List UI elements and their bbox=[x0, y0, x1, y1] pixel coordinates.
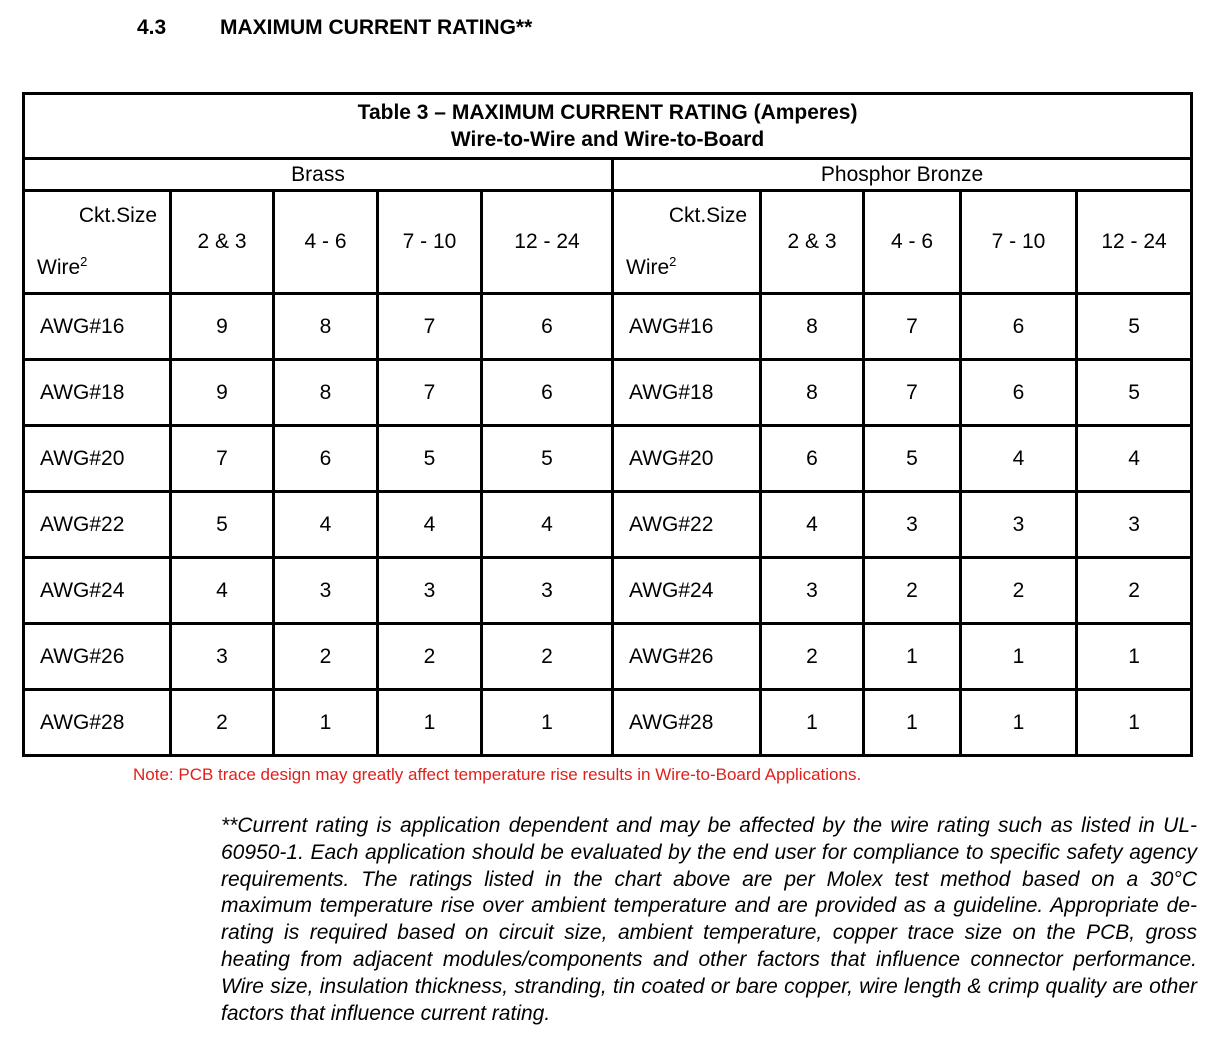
brass-rating-cell: 4 bbox=[482, 492, 613, 558]
brass-rating-cell: 5 bbox=[171, 492, 274, 558]
table-row bbox=[24, 624, 1192, 690]
wire-gauge-cell: AWG#26 bbox=[613, 624, 761, 690]
ckt-wire-header-brass bbox=[24, 191, 171, 294]
wire-label bbox=[37, 256, 87, 280]
brass-rating-cell: 6 bbox=[274, 426, 378, 492]
bronze-rating-cell: 3 bbox=[1077, 492, 1192, 558]
brass-rating-cell: 3 bbox=[171, 624, 274, 690]
bronze-rating-cell: 8 bbox=[761, 360, 864, 426]
wire-label-superscript: 2 bbox=[80, 254, 88, 269]
section-heading bbox=[0, 14, 800, 42]
brass-rating-cell: 5 bbox=[378, 426, 482, 492]
table-caption-line1: Table 3 – MAXIMUM CURRENT RATING (Amperes) bbox=[357, 101, 858, 124]
brass-rating-cell: 7 bbox=[378, 294, 482, 360]
group-phosphor-bronze: Phosphor Bronze bbox=[613, 159, 1192, 191]
brass-rating-cell: 7 bbox=[378, 360, 482, 426]
bronze-rating-cell: 1 bbox=[961, 624, 1077, 690]
brass-rating-cell: 9 bbox=[171, 360, 274, 426]
bronze-rating-cell: 3 bbox=[864, 492, 961, 558]
ckt-size-label: Ckt.Size bbox=[668, 204, 747, 227]
bronze-rating-cell: 1 bbox=[1077, 624, 1192, 690]
brass-rating-cell: 5 bbox=[482, 426, 613, 492]
wire-label bbox=[626, 256, 676, 280]
wire-label-text: Wire bbox=[626, 256, 670, 279]
brass-rating-cell: 3 bbox=[482, 558, 613, 624]
table-row bbox=[24, 558, 1192, 624]
wire-gauge-cell: AWG#20 bbox=[613, 426, 761, 492]
bronze-rating-cell: 3 bbox=[961, 492, 1077, 558]
wire-gauge-cell: AWG#24 bbox=[613, 558, 761, 624]
current-rating-footnote: **Current rating is application dependent and may be affected by the wire rating such as listed in UL-60950-1. Each application should be evaluated by the end user for compliance to specific safety agency requirements. The ratings listed in the chart above are per Molex test method based on a 30°C maximum temperature rise over ambient temperature and are provided as a guideline. Appropriate de-rating is required based on circuit size, ambient temperature, copper trace size on the PCB, gross heating from adjacent modules/components and other factors that influence connector performance. Wire size, insulation thickness, stranding, tin coated or bare copper, wire length & crimp quality are other factors that influence current rating. bbox=[221, 814, 1197, 1025]
circuit-size-header: 12 - 24 bbox=[482, 191, 613, 294]
bronze-rating-cell: 6 bbox=[761, 426, 864, 492]
table-row bbox=[24, 294, 1192, 360]
bronze-rating-cell: 1 bbox=[961, 690, 1077, 756]
bronze-rating-cell: 2 bbox=[864, 558, 961, 624]
bronze-rating-cell: 7 bbox=[864, 360, 961, 426]
section-number: 4.3 bbox=[137, 16, 167, 39]
group-brass: Brass bbox=[24, 159, 613, 191]
brass-rating-cell: 4 bbox=[171, 558, 274, 624]
brass-rating-cell: 8 bbox=[274, 360, 378, 426]
brass-rating-cell: 9 bbox=[171, 294, 274, 360]
table-row bbox=[24, 360, 1192, 426]
table-caption-line2: Wire-to-Wire and Wire-to-Board bbox=[450, 128, 765, 151]
bronze-rating-cell: 2 bbox=[1077, 558, 1192, 624]
wire-gauge-cell: AWG#20 bbox=[24, 426, 171, 492]
wire-gauge-cell: AWG#24 bbox=[24, 558, 171, 624]
brass-rating-cell: 2 bbox=[482, 624, 613, 690]
brass-rating-cell: 4 bbox=[274, 492, 378, 558]
wire-gauge-cell: AWG#22 bbox=[613, 492, 761, 558]
brass-rating-cell: 3 bbox=[274, 558, 378, 624]
wire-gauge-cell: AWG#28 bbox=[24, 690, 171, 756]
circuit-size-header: 2 & 3 bbox=[171, 191, 274, 294]
circuit-size-header: 4 - 6 bbox=[864, 191, 961, 294]
brass-rating-cell: 1 bbox=[378, 690, 482, 756]
brass-rating-cell: 1 bbox=[482, 690, 613, 756]
pcb-trace-note: Note: PCB trace design may greatly affect temperature rise results in Wire-to-Board Applications. bbox=[133, 765, 862, 784]
circuit-size-header: 4 - 6 bbox=[274, 191, 378, 294]
circuit-size-header: 2 & 3 bbox=[761, 191, 864, 294]
wire-label-text: Wire bbox=[37, 256, 81, 279]
brass-rating-cell: 3 bbox=[378, 558, 482, 624]
wire-gauge-cell: AWG#26 bbox=[24, 624, 171, 690]
brass-rating-cell: 4 bbox=[378, 492, 482, 558]
bronze-rating-cell: 5 bbox=[864, 426, 961, 492]
brass-rating-cell: 6 bbox=[482, 360, 613, 426]
brass-rating-cell: 2 bbox=[274, 624, 378, 690]
current-rating-table bbox=[22, 92, 1193, 757]
bronze-rating-cell: 4 bbox=[1077, 426, 1192, 492]
wire-gauge-cell: AWG#18 bbox=[24, 360, 171, 426]
table-caption bbox=[24, 94, 1192, 159]
ckt-size-label: Ckt.Size bbox=[78, 204, 157, 227]
brass-rating-cell: 2 bbox=[171, 690, 274, 756]
brass-rating-cell: 8 bbox=[274, 294, 378, 360]
wire-gauge-cell: AWG#22 bbox=[24, 492, 171, 558]
brass-rating-cell: 2 bbox=[378, 624, 482, 690]
brass-rating-cell: 6 bbox=[482, 294, 613, 360]
bronze-rating-cell: 1 bbox=[1077, 690, 1192, 756]
wire-gauge-cell: AWG#18 bbox=[613, 360, 761, 426]
bronze-rating-cell: 4 bbox=[961, 426, 1077, 492]
circuit-size-header: 7 - 10 bbox=[961, 191, 1077, 294]
bronze-rating-cell: 1 bbox=[864, 690, 961, 756]
bronze-rating-cell: 1 bbox=[761, 690, 864, 756]
brass-rating-cell: 7 bbox=[171, 426, 274, 492]
circuit-size-header: 12 - 24 bbox=[1077, 191, 1192, 294]
wire-label-superscript: 2 bbox=[669, 254, 677, 269]
material-row bbox=[24, 159, 1192, 191]
bronze-rating-cell: 4 bbox=[761, 492, 864, 558]
bronze-rating-cell: 5 bbox=[1077, 294, 1192, 360]
wire-gauge-cell: AWG#28 bbox=[613, 690, 761, 756]
bronze-rating-cell: 3 bbox=[761, 558, 864, 624]
bronze-rating-cell: 7 bbox=[864, 294, 961, 360]
wire-gauge-cell: AWG#16 bbox=[24, 294, 171, 360]
bronze-rating-cell: 1 bbox=[864, 624, 961, 690]
bronze-rating-cell: 2 bbox=[761, 624, 864, 690]
circuit-size-header: 7 - 10 bbox=[378, 191, 482, 294]
table-caption-row bbox=[24, 94, 1192, 159]
bronze-rating-cell: 8 bbox=[761, 294, 864, 360]
section-title: MAXIMUM CURRENT RATING** bbox=[220, 16, 533, 39]
bronze-rating-cell: 6 bbox=[961, 360, 1077, 426]
bronze-rating-cell: 5 bbox=[1077, 360, 1192, 426]
wire-gauge-cell: AWG#16 bbox=[613, 294, 761, 360]
table-row bbox=[24, 690, 1192, 756]
table-row bbox=[24, 492, 1192, 558]
table-row bbox=[24, 426, 1192, 492]
brass-rating-cell: 1 bbox=[274, 690, 378, 756]
header-row bbox=[24, 191, 1192, 294]
bronze-rating-cell: 2 bbox=[961, 558, 1077, 624]
ckt-wire-header-bronze bbox=[613, 191, 761, 294]
bronze-rating-cell: 6 bbox=[961, 294, 1077, 360]
